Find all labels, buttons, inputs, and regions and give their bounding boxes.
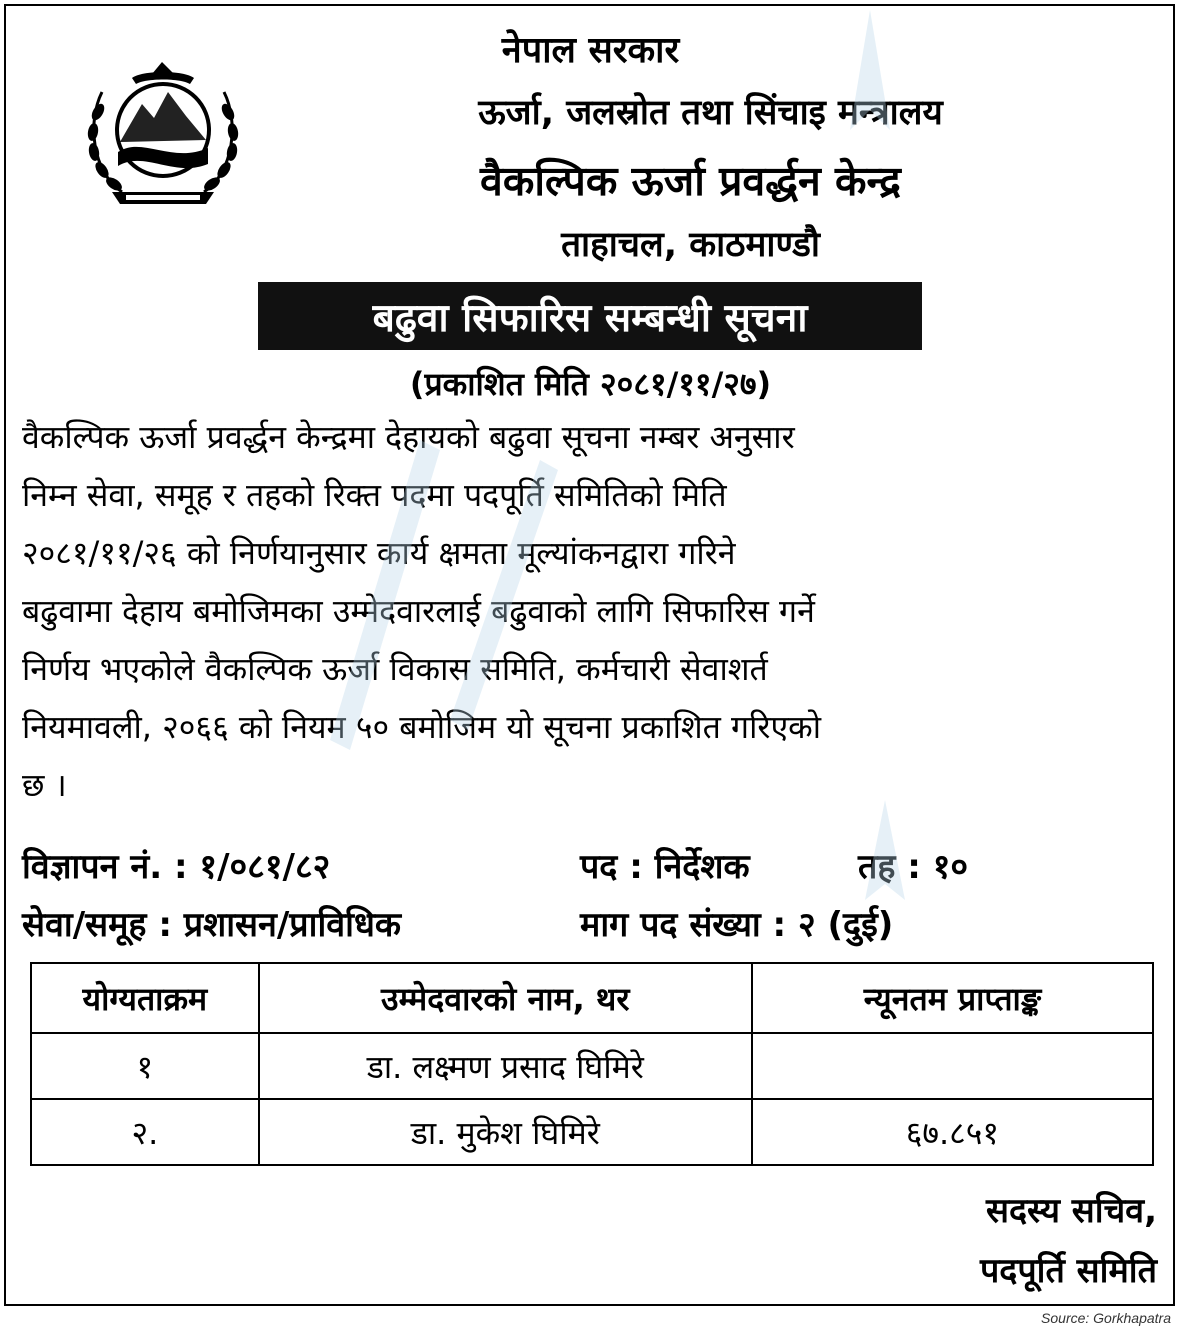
cell-name: डा. लक्ष्मण प्रसाद घिमिरे xyxy=(259,1033,752,1099)
header-ministry: ऊर्जा, जलस्रोत तथा सिंचाइ मन्त्रालय xyxy=(478,93,943,133)
signature-committee: पदपूर्ति समिति xyxy=(979,1251,1157,1291)
header-office: वैकल्पिक ऊर्जा प्रवर्द्धन केन्द्र xyxy=(480,157,901,205)
notice-body xyxy=(22,408,1162,814)
body-line: निम्न सेवा, समूह र तहको रिक्त पदमा पदपूर्ति समितिको मिति xyxy=(22,476,727,514)
demand-count: माग पद संख्या : २ (दुई) xyxy=(580,905,894,945)
source-credit: Source: Gorkhapatra xyxy=(1041,1310,1171,1326)
candidates-table xyxy=(30,962,1154,1166)
ad-number: विज्ञापन नं. : १/०८१/८२ xyxy=(22,847,331,887)
cell-rank: २. xyxy=(31,1099,259,1165)
signature-title: सदस्य सचिव, xyxy=(985,1191,1157,1231)
body-line: वैकल्पिक ऊर्जा प्रवर्द्धन केन्द्रमा देहायको बढुवा सूचना नम्बर अनुसार xyxy=(22,418,795,456)
body-line: निर्णय भएकोले वैकल्पिक ऊर्जा विकास समिति, कर्मचारी सेवाशर्त xyxy=(22,650,768,688)
cell-name: डा. मुकेश घिमिरे xyxy=(259,1099,752,1165)
post-name: पद : निर्देशक xyxy=(580,847,750,887)
header-address: ताहाचल, काठमाण्डौ xyxy=(561,225,820,265)
cell-score: ६७.८५१ xyxy=(752,1099,1153,1165)
published-date: (प्रकाशित मिति २०८१/११/२७) xyxy=(409,365,772,403)
body-line: बढुवामा देहाय बमोजिमका उम्मेदवारलाई बढुवाको लागि सिफारिस गर्ने xyxy=(22,592,815,630)
body-line: छ । xyxy=(22,766,67,804)
header-govt: नेपाल सरकार xyxy=(501,30,680,71)
cell-rank: १ xyxy=(31,1033,259,1099)
service-group: सेवा/समूह : प्रशासन/प्राविधिक xyxy=(22,905,401,945)
col-header-rank: योग्यताक्रम xyxy=(31,963,259,1033)
body-line: २०८१/११/२६ को निर्णयानुसार कार्य क्षमता मूल्यांकनद्वारा गरिने xyxy=(22,534,736,572)
table-row xyxy=(31,1099,1153,1165)
col-header-name: उम्मेदवारको नाम, थर xyxy=(259,963,752,1033)
col-header-min-score: न्यूनतम प्राप्ताङ्क xyxy=(752,963,1153,1033)
cell-score xyxy=(752,1033,1153,1099)
notice-title-banner: बढुवा सिफारिस सम्बन्धी सूचना xyxy=(258,282,922,350)
body-line: नियमावली, २०६६ को नियम ५० बमोजिम यो सूचना प्रकाशित गरिएको xyxy=(22,708,822,746)
table-row xyxy=(31,1033,1153,1099)
table-header-row xyxy=(31,963,1153,1033)
post-level: तह : १० xyxy=(858,847,969,887)
